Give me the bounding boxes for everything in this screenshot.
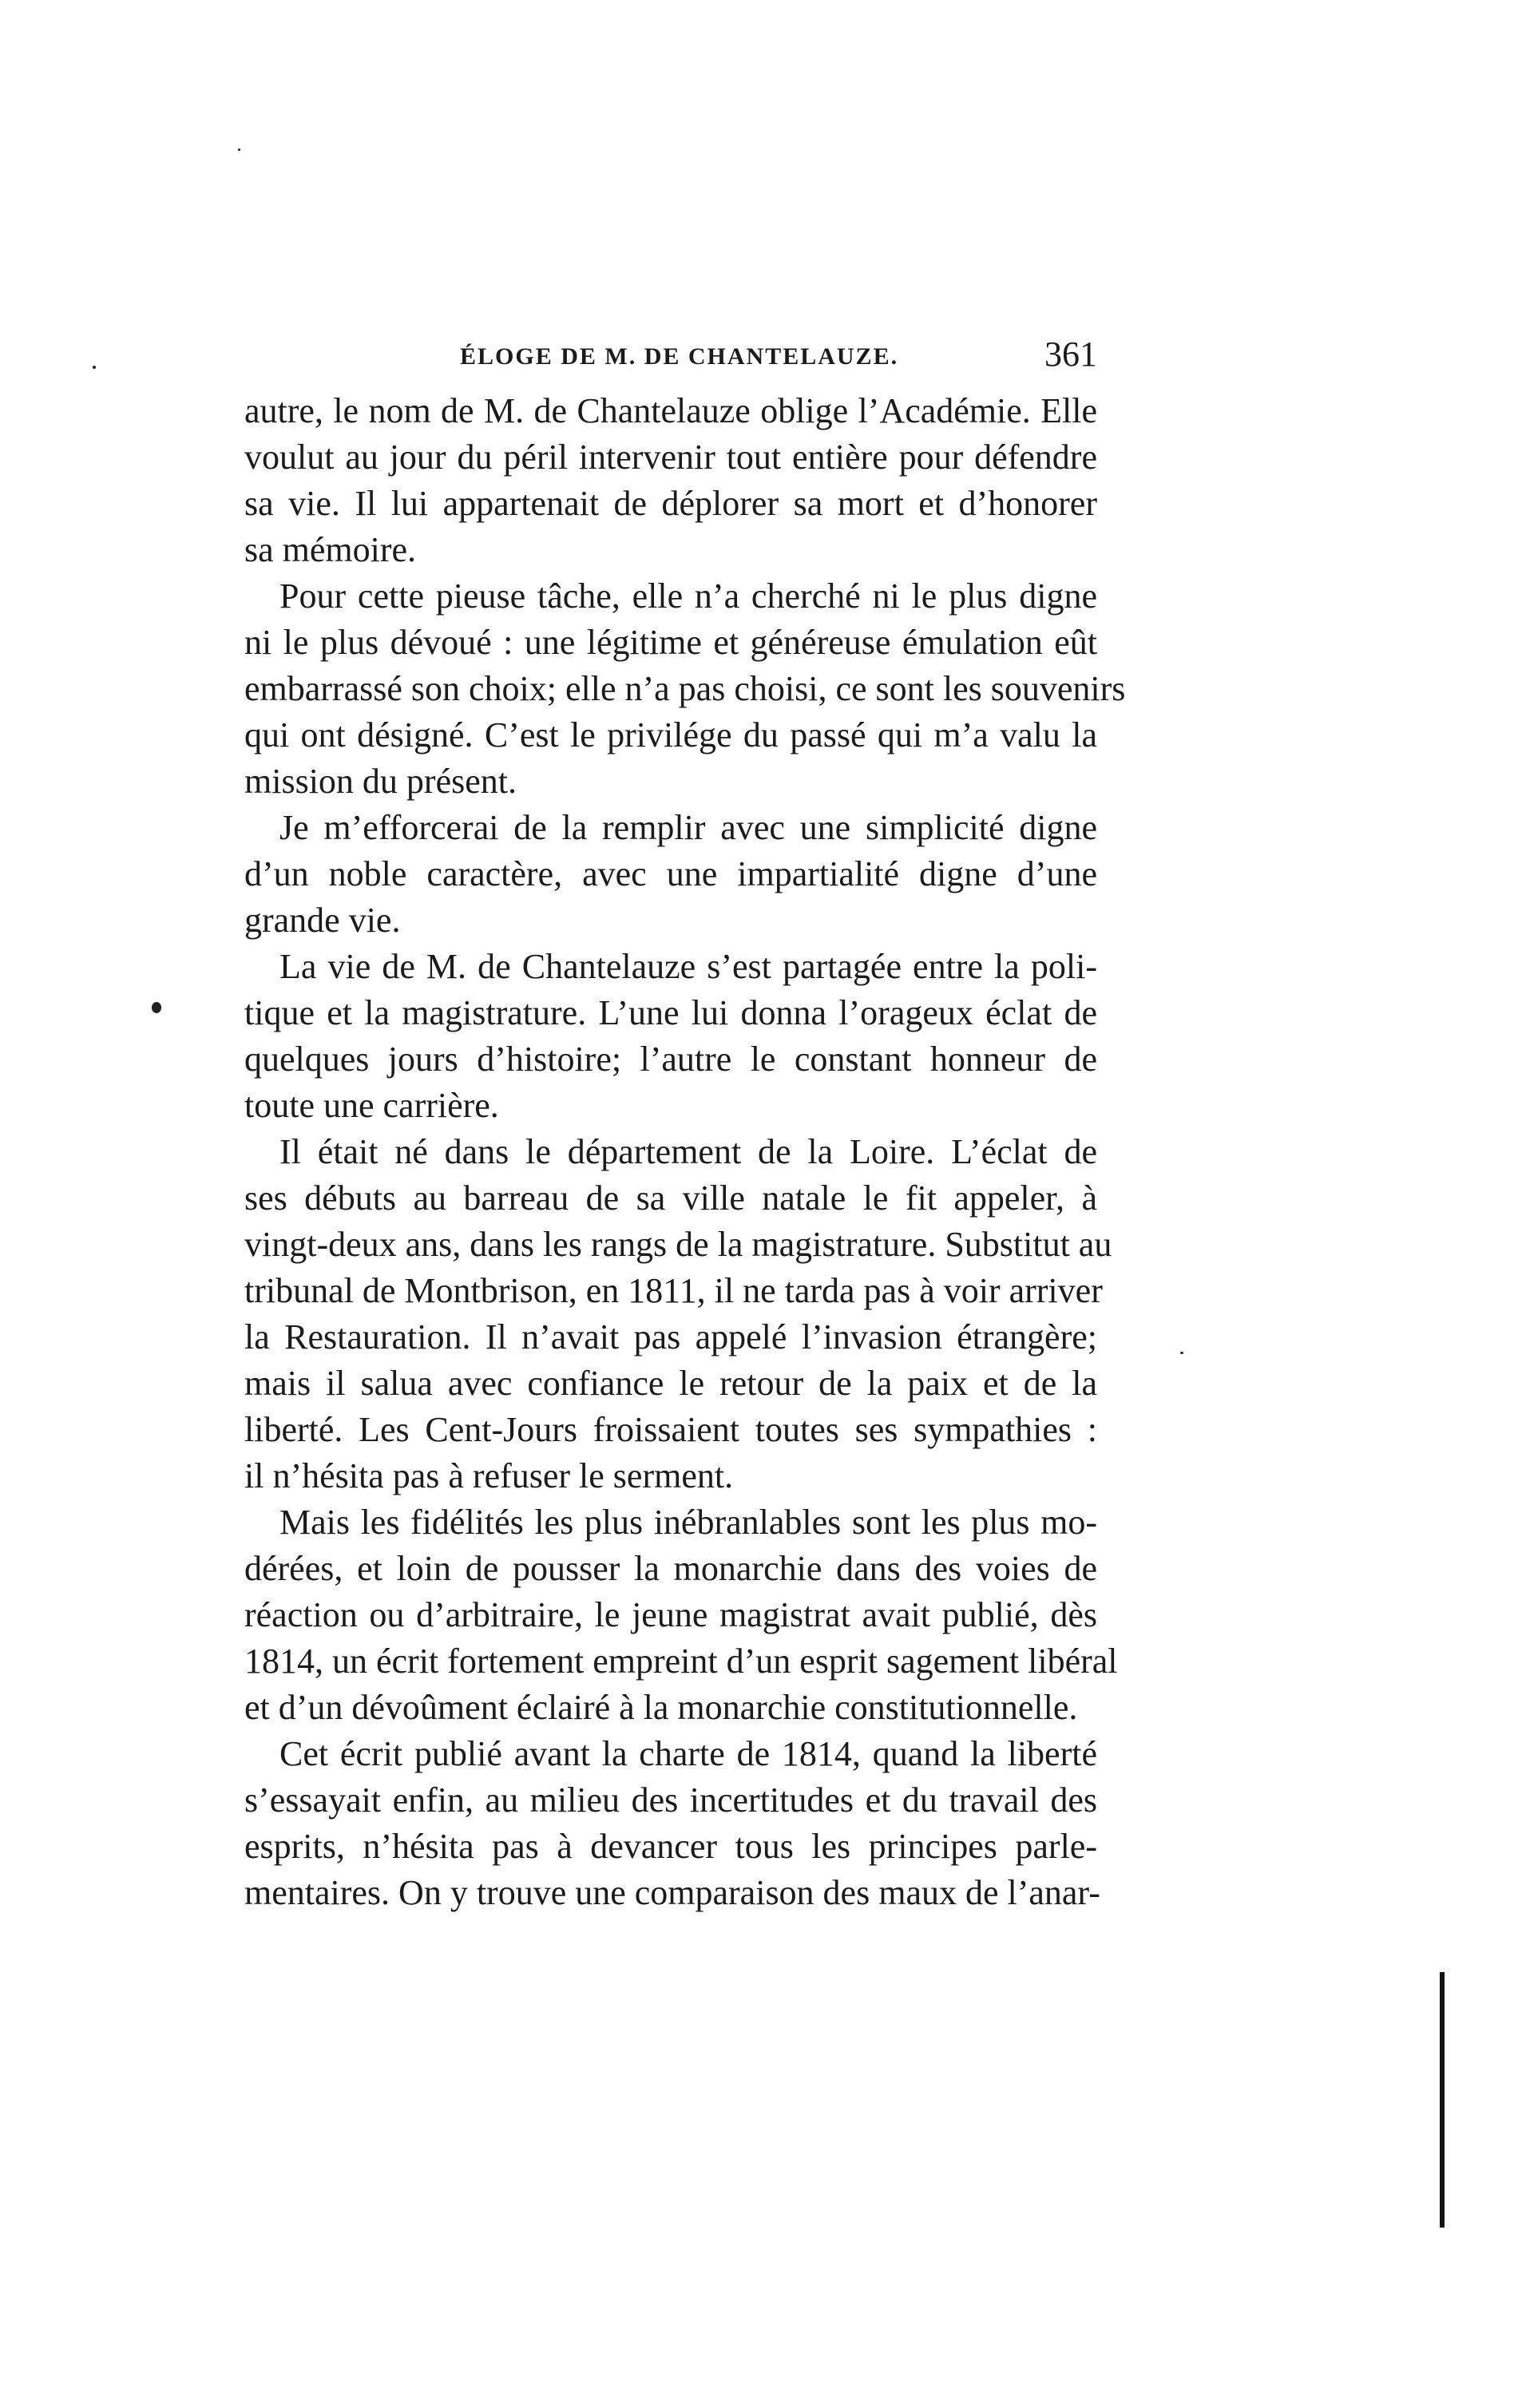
- ink-speck: [238, 149, 240, 151]
- text-line: qui ont désigné. C’est le privilége du passé qui m’a valu la: [244, 715, 1097, 754]
- ink-speck: [93, 366, 96, 369]
- text-line: esprits, n’hésita pas à devancer tous les principes parle-: [244, 1827, 1097, 1866]
- text-line: et d’un dévoûment éclairé à la monarchie constitutionnelle.: [244, 1688, 1078, 1727]
- running-head: ÉLOGE DE M. DE CHANTELAUZE.: [460, 343, 899, 370]
- text-line: embarrassé son choix; elle n’a pas choisi, ce sont les souvenirs: [244, 669, 1126, 708]
- text-line: la Restauration. Il n’avait pas appelé l’invasion étrangère;: [244, 1317, 1097, 1356]
- text-line: Mais les fidélités les plus inébranlables sont les plus mo-: [279, 1503, 1097, 1542]
- text-line: mais il salua avec confiance le retour de la paix et de la: [244, 1364, 1097, 1403]
- text-line: tribunal de Montbrison, en 1811, il ne tarda pas à voir arriver: [244, 1271, 1103, 1310]
- text-line: Je m’efforcerai de la remplir avec une simplicité digne: [279, 808, 1097, 847]
- text-line: grande vie.: [244, 901, 401, 940]
- text-line: réaction ou d’arbitraire, le jeune magistrat avait publié, dès: [244, 1595, 1097, 1634]
- text-line: liberté. Les Cent-Jours froissaient toutes ses sympathies :: [244, 1410, 1097, 1449]
- text-line: mission du présent.: [244, 762, 517, 801]
- text-line: sa vie. Il lui appartenait de déplorer sa mort et d’honorer: [244, 484, 1097, 523]
- text-line: tique et la magistrature. L’une lui donna l’orageux éclat de: [244, 993, 1097, 1032]
- text-line: mentaires. On y trouve une comparaison des maux de l’anar-: [244, 1873, 1100, 1912]
- text-line: ni le plus dévoué : une légitime et généreuse émulation eût: [244, 623, 1097, 662]
- text-line: toute une carrière.: [244, 1086, 499, 1125]
- text-line: Cet écrit publié avant la charte de 1814, quand la liberté: [279, 1734, 1097, 1773]
- text-line: vingt-deux ans, dans les rangs de la magistrature. Substitut au: [244, 1225, 1112, 1264]
- text-line: voulut au jour du péril intervenir tout entière pour défendre: [244, 438, 1097, 477]
- body-text: [244, 388, 1126, 1916]
- text-line: d’un noble caractère, avec une impartialité digne d’une: [244, 854, 1097, 893]
- text-line: sa mémoire.: [244, 530, 417, 569]
- text-line: 1814, un écrit fortement empreint d’un esprit sagement libéral: [244, 1642, 1118, 1681]
- text-line: Pour cette pieuse tâche, elle n’a cherché ni le plus digne: [279, 576, 1097, 616]
- text-line: il n’hésita pas à refuser le serment.: [244, 1456, 734, 1495]
- text-line: ses débuts au barreau de sa ville natale le fit appeler, à: [244, 1178, 1097, 1218]
- ink-spot: [152, 1002, 161, 1013]
- text-line: quelques jours d’histoire; l’autre le constant honneur de: [244, 1040, 1097, 1079]
- margin-rule: [1440, 1972, 1445, 2228]
- text-line: dérées, et loin de pousser la monarchie dans des voies de: [244, 1549, 1097, 1588]
- text-line: s’essayait enfin, au milieu des incertitudes et du travail des: [244, 1780, 1097, 1820]
- page-header: [244, 334, 1097, 382]
- text-line: Il était né dans le département de la Loire. L’éclat de: [279, 1132, 1097, 1171]
- text-line: autre, le nom de M. de Chantelauze oblige l’Académie. Elle: [244, 391, 1097, 430]
- page-number: 361: [1044, 335, 1097, 374]
- ink-speck: [1180, 1352, 1183, 1354]
- text-line: La vie de M. de Chantelauze s’est partagée entre la poli-: [279, 947, 1097, 986]
